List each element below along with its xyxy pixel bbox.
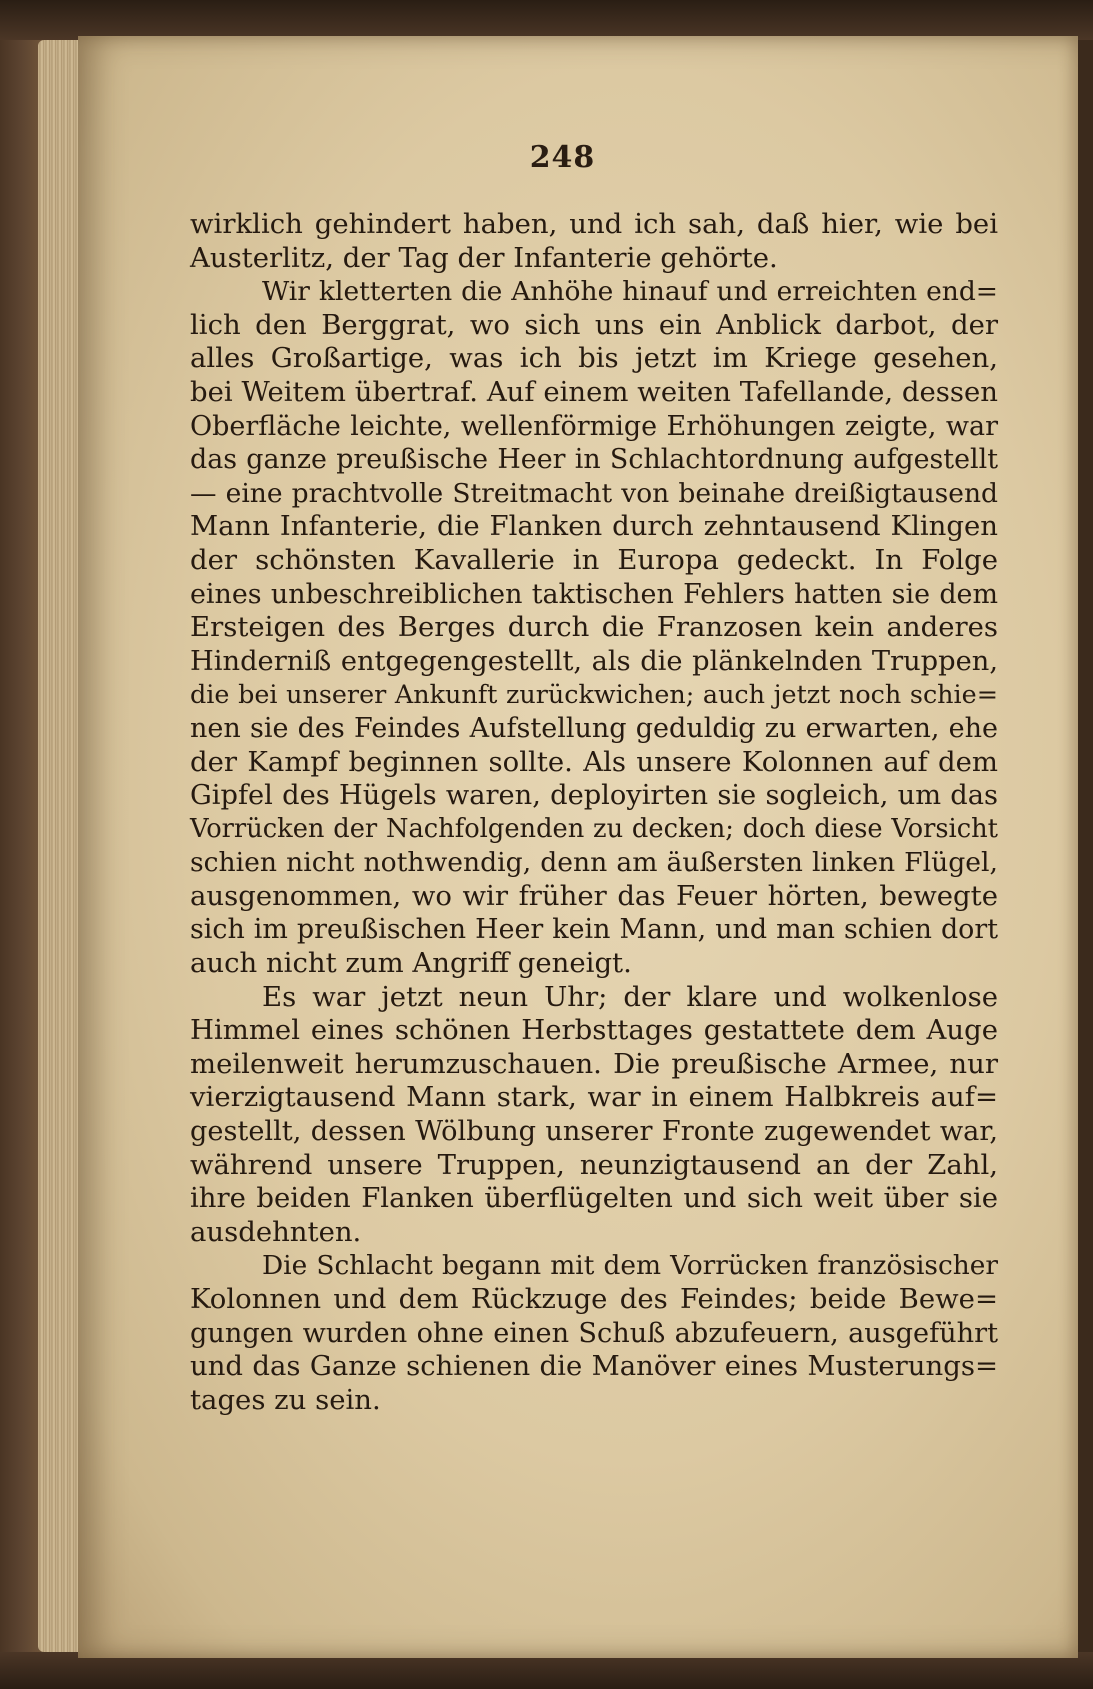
text-line: das ganze preußische Heer in Schlachtordnung aufgestellt bbox=[190, 444, 998, 476]
text-line: nen sie des Feindes Aufstellung geduldig zu erwarten, ehe bbox=[190, 712, 998, 744]
text-line: Wir kletterten die Anhöhe hinauf und erreichten end= bbox=[262, 276, 998, 308]
text-line: auch nicht zum Angriff geneigt. bbox=[190, 947, 632, 980]
text-line: meilenweit herumzuschauen. Die preußische Armee, nur bbox=[190, 1047, 998, 1080]
text-line: Es war jetzt neun Uhr; der klare und wolkenlose bbox=[262, 980, 998, 1013]
text-line: ausdehnten. bbox=[190, 1215, 362, 1248]
text-line: Vorrücken der Nachfolgenden zu decken; doch diese Vorsicht bbox=[190, 813, 998, 844]
text-line: schien nicht nothwendig, denn am äußersten linken Flügel, bbox=[190, 847, 998, 879]
text-line: — eine prachtvolle Streitmacht von beinahe dreißigtausend bbox=[190, 477, 998, 509]
text-line: Gipfel des Hügels waren, deployirten sie sogleich, um das bbox=[190, 780, 998, 812]
text-line: alles Großartige, was ich bis jetzt im Kriege gesehen, bbox=[190, 342, 998, 375]
text-line: Austerlitz, der Tag der Infanterie gehörte. bbox=[190, 241, 778, 274]
text-line: gungen wurden ohne einen Schuß abzufeuern, ausgeführt bbox=[190, 1317, 998, 1349]
text-line: und das Ganze schienen die Manöver eines Musterungs= bbox=[190, 1350, 998, 1383]
text-line: Himmel eines schönen Herbsttages gestattete dem Auge bbox=[190, 1014, 998, 1047]
text-line: ausgenommen, wo wir früher das Feuer hörten, bewegte bbox=[190, 879, 998, 912]
text-line: bei Weitem übertraf. Auf einem weiten Tafellande, dessen bbox=[190, 375, 998, 408]
text-line: sich im preußischen Heer kein Mann, und man schien dort bbox=[190, 914, 998, 946]
text-line: eines unbeschreiblichen taktischen Fehlers hatten sie dem bbox=[190, 578, 998, 610]
text-line: wirklich gehindert haben, und ich sah, daß hier, wie bei bbox=[190, 208, 998, 240]
text-line: tages zu sein. bbox=[190, 1383, 381, 1416]
text-line: Oberfläche leichte, wellenförmige Erhöhungen zeigte, war bbox=[190, 410, 998, 442]
text-line: Hinderniß entgegengestellt, als die plänkelnden Truppen, bbox=[190, 645, 998, 677]
text-line: gestellt, dessen Wölbung unserer Fronte zugewendet war, bbox=[190, 1116, 998, 1148]
text-line: Mann Infanterie, die Flanken durch zehntausend Klingen bbox=[190, 510, 998, 543]
text-line: der Kampf beginnen sollte. Als unsere Kolonnen auf dem bbox=[190, 745, 998, 778]
text-line: Ersteigen des Berges durch die Franzosen kein anderes bbox=[190, 611, 998, 644]
text-line: Kolonnen und dem Rückzuge des Feindes; beide Bewe= bbox=[190, 1283, 998, 1315]
page-text bbox=[190, 208, 998, 1417]
text-line: Die Schlacht begann mit dem Vorrücken französischer bbox=[262, 1250, 998, 1282]
text-line: die bei unserer Ankunft zurückwichen; auch jetzt noch schie= bbox=[190, 679, 998, 710]
text-line: ihre beiden Flanken überflügelten und sich weit über sie bbox=[190, 1182, 998, 1215]
text-line: lich den Berggrat, wo sich uns ein Anblick darbot, der bbox=[190, 308, 998, 341]
text-line: während unsere Truppen, neunzigtausend an der Zahl, bbox=[190, 1148, 998, 1181]
text-line: der schönsten Kavallerie in Europa gedeckt. In Folge bbox=[190, 543, 998, 576]
binding-top-edge bbox=[0, 0, 1093, 40]
text-line: vierzigtausend Mann stark, war in einem Halbkreis auf= bbox=[190, 1081, 998, 1114]
page-number: 248 bbox=[529, 140, 596, 175]
